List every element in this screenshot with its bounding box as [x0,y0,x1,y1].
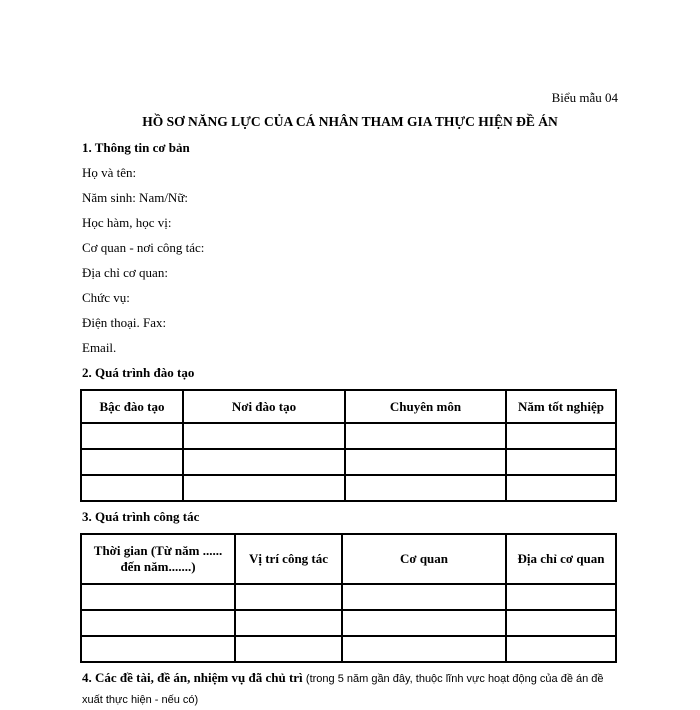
field-phone-fax: Điện thoại. Fax: [82,315,167,330]
field-position: Chức vụ: [82,290,130,305]
work-history-table [80,533,617,663]
table-cell[interactable] [81,423,183,449]
field-email: Email. [82,340,117,355]
work-table-header [81,534,616,584]
work-col-agency-address: Địa chỉ cơ quan [506,534,616,584]
table-cell[interactable] [506,449,616,475]
field-degree: Học hàm, học vị: [82,215,172,230]
table-cell[interactable] [345,423,506,449]
table-cell[interactable] [183,475,345,501]
section-2-heading: 2. Quá trình đào tạo [82,365,195,380]
table-cell[interactable] [506,475,616,501]
table-cell[interactable] [235,584,342,610]
work-col-period: Thời gian (Từ năm ...... đến năm.......) [81,534,235,584]
training-col-major: Chuyên môn [345,390,506,423]
section-3-heading: 3. Quá trình công tác [82,509,200,524]
table-cell[interactable] [342,610,506,636]
field-workplace: Cơ quan - nơi công tác: [82,240,205,255]
table-cell[interactable] [342,584,506,610]
table-cell[interactable] [345,449,506,475]
section-4 [82,668,617,710]
table-row [81,610,616,636]
table-row [81,423,616,449]
table-cell[interactable] [506,636,616,662]
table-cell[interactable] [81,636,235,662]
training-table-header [81,390,616,423]
table-cell[interactable] [506,423,616,449]
table-cell[interactable] [235,610,342,636]
field-office-address: Địa chỉ cơ quan: [82,265,168,280]
table-cell[interactable] [183,449,345,475]
training-col-year: Năm tốt nghiệp [506,390,616,423]
table-cell[interactable] [81,610,235,636]
table-cell[interactable] [506,610,616,636]
section-4-note: (trong 5 năm gần đây, thuộc lĩnh vực hoạt động của đề án đề xuất thực hiện - nếu có) [82,673,604,706]
form-code: Biểu mẫu 04 [551,90,618,105]
field-birth-gender: Năm sinh: Nam/Nữ: [82,190,188,205]
training-col-place: Nơi đào tạo [183,390,345,423]
table-cell[interactable] [342,636,506,662]
table-row [81,449,616,475]
table-cell[interactable] [81,584,235,610]
training-table [80,389,617,502]
table-cell[interactable] [506,584,616,610]
table-cell[interactable] [81,449,183,475]
work-col-agency: Cơ quan [342,534,506,584]
document-title: HỒ SƠ NĂNG LỰC CỦA CÁ NHÂN THAM GIA THỰC HIỆN ĐỀ ÁN [142,114,558,129]
table-row [81,584,616,610]
section-4-heading: 4. Các đề tài, đề án, nhiệm vụ đã chủ trì [82,670,303,685]
table-cell[interactable] [81,475,183,501]
training-col-level: Bậc đào tạo [81,390,183,423]
field-name: Họ và tên: [82,165,137,180]
section-1-heading: 1. Thông tin cơ bản [82,140,190,155]
table-cell[interactable] [235,636,342,662]
table-cell[interactable] [183,423,345,449]
table-cell[interactable] [345,475,506,501]
table-row [81,475,616,501]
work-col-position: Vị trí công tác [235,534,342,584]
table-row [81,636,616,662]
